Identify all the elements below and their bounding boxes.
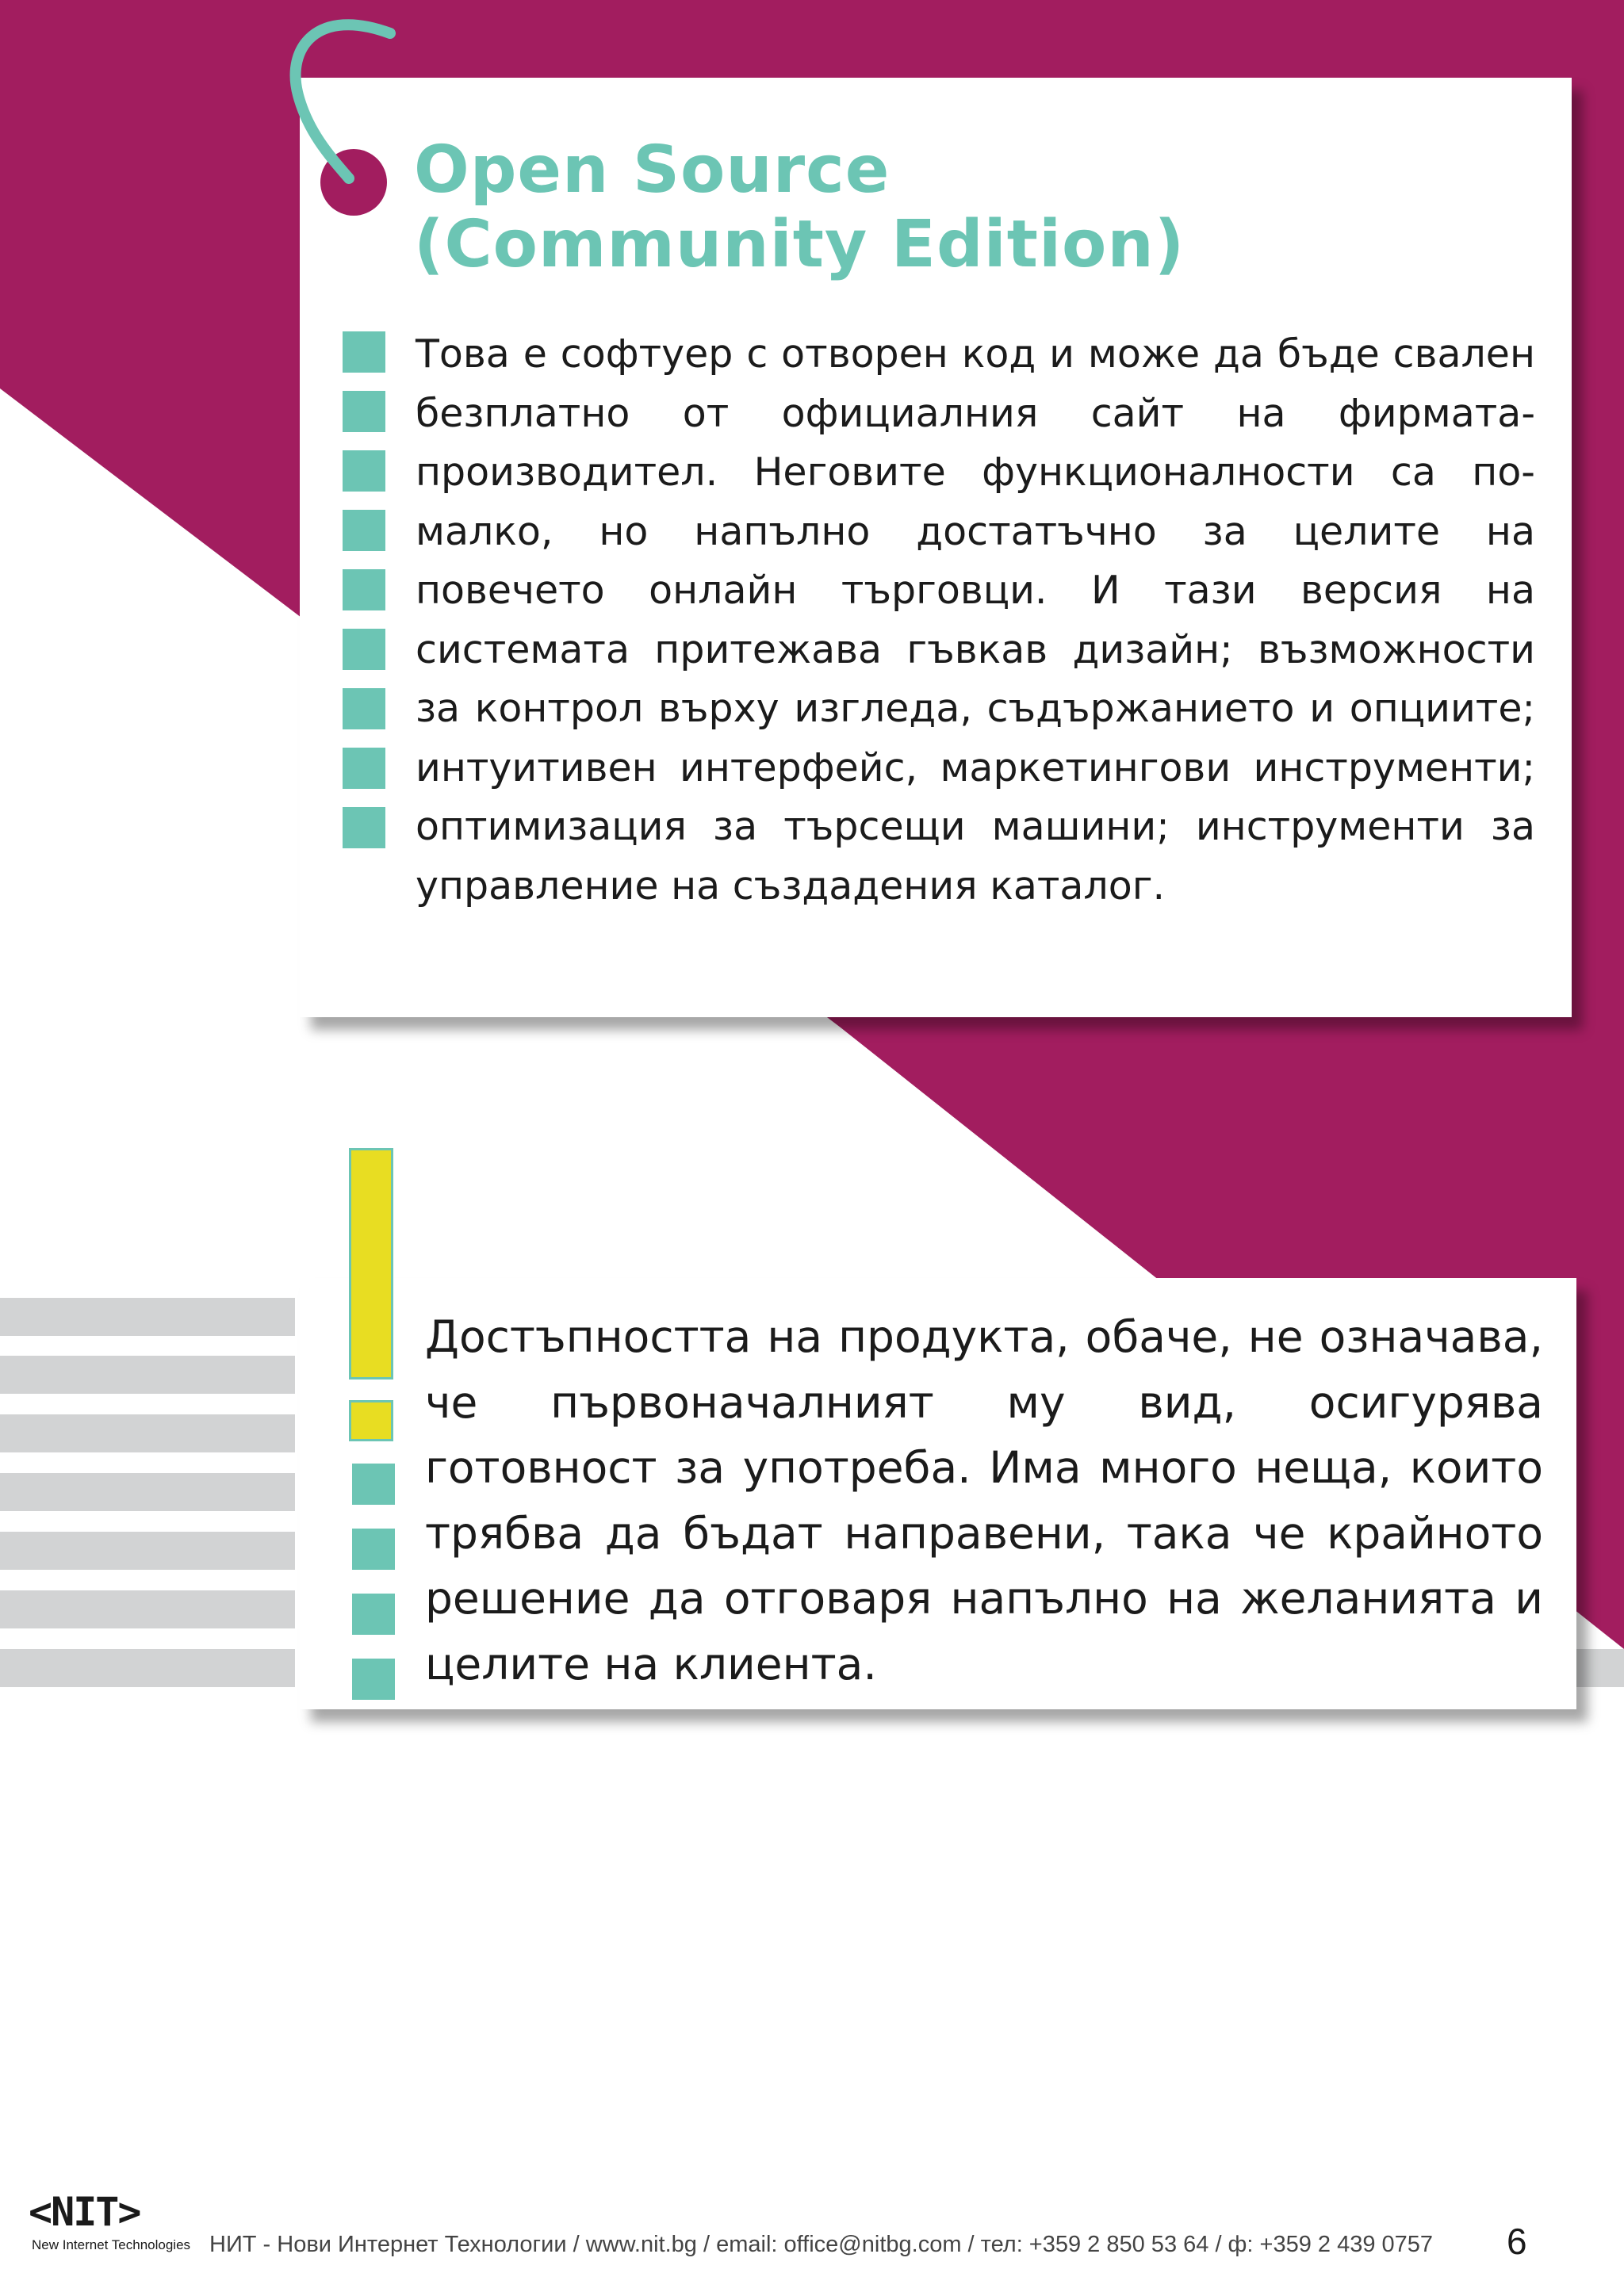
square-bullet-icon	[352, 1594, 395, 1635]
square-bullet-icon	[343, 391, 385, 432]
page-number: 6	[1507, 2221, 1527, 2262]
square-bullet-icon	[343, 331, 385, 373]
section-title	[414, 133, 1185, 282]
section-title-line1: Open Source	[414, 132, 891, 208]
square-bullet-icon	[343, 688, 385, 729]
grey-stripes-left	[0, 1298, 295, 1687]
square-bullet-icon	[352, 1464, 395, 1505]
nit-logo-subtitle: New Internet Technologies	[32, 2237, 191, 2252]
hook-curve-icon	[270, 0, 412, 238]
section-paragraph: Това е софтуер с отворен код и може да бъде свален безплатно от официалния сайт на фирмата-производител. Неговите функционалности са по-малко, но напълно достатъчно за целите на повечето онлайн търговци. И тази версия на системата притежава гъвкав дизайн; възможности за контрол върху изгледа, съдържанието и опциите; интуитивен интерфейс, маркетингови инструменти; оптимизация за търсещи машини; инструменти за управление на създадения каталог.	[416, 331, 1535, 909]
square-bullet-icon	[343, 510, 385, 551]
footer-contact: НИТ - Нови Интернет Технологии / www.nit.bg / email: office@nitbg.com / тел: +359 2 850 53 64 / ф: +359 2 439 0757	[209, 2232, 1434, 2257]
nit-logo: <NIT>	[29, 2189, 140, 2235]
square-bullet-icon	[352, 1529, 395, 1570]
square-bullet-icon	[343, 629, 385, 670]
grey-stripe-right	[1576, 1649, 1624, 1687]
square-bullet-icon	[343, 748, 385, 789]
square-bullet-icon	[352, 1659, 395, 1700]
square-bullet-icon	[343, 450, 385, 492]
note-paragraph: Достъпността на продукта, обаче, не означава, че първоначалният му вид, осигурява готовност за употреба. Има много неща, които трябва да бъдат направени, така че крайното решение да отговаря напълно на желанията и целите на клиента.	[425, 1311, 1543, 1689]
section-title-line2: (Community Edition)	[414, 207, 1185, 282]
square-bullet-icon	[343, 569, 385, 610]
square-bullet-icon	[343, 807, 385, 848]
